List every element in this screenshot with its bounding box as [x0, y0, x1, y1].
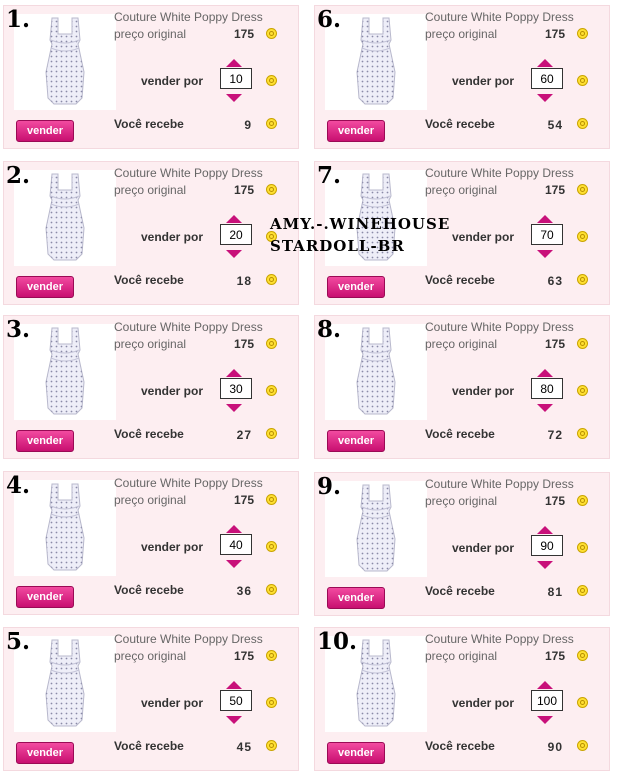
original-price-label: preço original	[114, 649, 187, 663]
product-name: Couture White Poppy Dress	[425, 320, 574, 334]
coin-icon	[266, 118, 277, 129]
coin-icon	[577, 338, 588, 349]
sell-button[interactable]: vender	[16, 742, 74, 764]
listing-number: 2.	[6, 162, 31, 189]
you-receive-label: Você recebe	[114, 273, 184, 287]
sale-listing-card	[314, 627, 610, 771]
watermark-line-2: STARDOLL-BR	[270, 237, 405, 255]
sell-price-input[interactable]	[220, 534, 252, 555]
you-receive-value: 18	[236, 274, 252, 288]
sell-for-label: vender por	[452, 696, 515, 710]
sale-listing-card	[3, 161, 299, 305]
product-name: Couture White Poppy Dress	[114, 166, 263, 180]
coin-icon	[577, 118, 588, 129]
sell-price-input[interactable]	[220, 224, 252, 245]
arrow-up-icon[interactable]	[226, 681, 242, 689]
sale-listing-card	[314, 472, 610, 616]
you-receive-value: 9	[244, 118, 252, 132]
you-receive-value: 45	[236, 740, 252, 754]
coin-icon	[577, 75, 588, 86]
original-price-label: preço original	[425, 27, 498, 41]
arrow-up-icon[interactable]	[537, 215, 553, 223]
arrow-down-icon[interactable]	[537, 94, 553, 102]
original-price-value: 175	[233, 27, 254, 41]
coin-icon	[577, 28, 588, 39]
original-price-value: 175	[233, 649, 254, 663]
sale-listing-card	[3, 315, 299, 459]
sell-button[interactable]: vender	[16, 586, 74, 608]
original-price-value: 175	[544, 183, 565, 197]
you-receive-label: Você recebe	[425, 739, 495, 753]
sale-listing-card	[3, 5, 299, 149]
arrow-up-icon[interactable]	[537, 681, 553, 689]
listing-number: 1.	[6, 6, 31, 33]
sell-for-label: vender por	[452, 230, 515, 244]
you-receive-value: 63	[547, 274, 563, 288]
you-receive-label: Você recebe	[425, 273, 495, 287]
original-price-label: preço original	[114, 493, 187, 507]
arrow-down-icon[interactable]	[226, 560, 242, 568]
arrow-up-icon[interactable]	[226, 59, 242, 67]
coin-icon	[577, 585, 588, 596]
sell-for-label: vender por	[141, 696, 204, 710]
sell-price-input[interactable]	[531, 68, 563, 89]
arrow-down-icon[interactable]	[226, 404, 242, 412]
you-receive-value: 81	[547, 585, 563, 599]
listing-number: 10.	[317, 628, 358, 655]
sell-price-input[interactable]	[220, 690, 252, 711]
product-name: Couture White Poppy Dress	[425, 632, 574, 646]
product-name: Couture White Poppy Dress	[425, 10, 574, 24]
sell-button[interactable]: vender	[16, 276, 74, 298]
original-price-value: 175	[544, 337, 565, 351]
arrow-up-icon[interactable]	[226, 215, 242, 223]
coin-icon	[577, 697, 588, 708]
coin-icon	[266, 184, 277, 195]
original-price-value: 175	[544, 494, 565, 508]
coin-icon	[577, 740, 588, 751]
arrow-down-icon[interactable]	[226, 716, 242, 724]
sell-for-label: vender por	[452, 74, 515, 88]
sell-button[interactable]: vender	[327, 587, 385, 609]
product-name: Couture White Poppy Dress	[114, 10, 263, 24]
sell-button[interactable]: vender	[327, 276, 385, 298]
coin-icon	[266, 740, 277, 751]
coin-icon	[577, 184, 588, 195]
you-receive-value: 36	[236, 584, 252, 598]
sell-button[interactable]: vender	[327, 430, 385, 452]
coin-icon	[577, 542, 588, 553]
sell-price-input[interactable]	[531, 378, 563, 399]
arrow-down-icon[interactable]	[537, 561, 553, 569]
you-receive-label: Você recebe	[425, 427, 495, 441]
original-price-label: preço original	[114, 27, 187, 41]
product-name: Couture White Poppy Dress	[425, 477, 574, 491]
original-price-label: preço original	[425, 649, 498, 663]
arrow-up-icon[interactable]	[537, 59, 553, 67]
original-price-label: preço original	[425, 494, 498, 508]
sell-for-label: vender por	[452, 384, 515, 398]
listing-number: 6.	[317, 6, 342, 33]
arrow-down-icon[interactable]	[226, 94, 242, 102]
product-name: Couture White Poppy Dress	[425, 166, 574, 180]
original-price-value: 175	[233, 337, 254, 351]
product-name: Couture White Poppy Dress	[114, 632, 263, 646]
coin-icon	[266, 28, 277, 39]
you-receive-label: Você recebe	[114, 117, 184, 131]
arrow-down-icon[interactable]	[537, 250, 553, 258]
coin-icon	[266, 494, 277, 505]
sale-listing-card	[314, 315, 610, 459]
coin-icon	[266, 75, 277, 86]
you-receive-label: Você recebe	[425, 117, 495, 131]
watermark-line-1: AMY.-.WINEHOUSE	[270, 215, 451, 233]
original-price-label: preço original	[114, 337, 187, 351]
original-price-label: preço original	[114, 183, 187, 197]
coin-icon	[577, 495, 588, 506]
sale-listing-card	[314, 5, 610, 149]
original-price-value: 175	[544, 27, 565, 41]
sell-for-label: vender por	[141, 384, 204, 398]
sale-listing-card	[3, 627, 299, 771]
you-receive-value: 72	[547, 428, 563, 442]
sale-listing-card	[314, 161, 610, 305]
coin-icon	[266, 338, 277, 349]
sell-button[interactable]: vender	[16, 430, 74, 452]
sell-button[interactable]: vender	[16, 120, 74, 142]
sell-price-input[interactable]	[531, 224, 563, 245]
sell-button[interactable]: vender	[327, 742, 385, 764]
arrow-up-icon[interactable]	[537, 526, 553, 534]
arrow-up-icon[interactable]	[226, 525, 242, 533]
coin-icon	[577, 231, 588, 242]
you-receive-label: Você recebe	[114, 739, 184, 753]
sell-price-input[interactable]	[531, 535, 563, 556]
coin-icon	[266, 584, 277, 595]
listing-number: 9.	[317, 473, 342, 500]
listing-number: 7.	[317, 162, 342, 189]
arrow-up-icon[interactable]	[537, 369, 553, 377]
sell-price-input[interactable]	[220, 68, 252, 89]
coin-icon	[266, 650, 277, 661]
you-receive-value: 54	[547, 118, 563, 132]
sale-listing-card	[3, 471, 299, 615]
you-receive-label: Você recebe	[114, 583, 184, 597]
sell-price-input[interactable]	[531, 690, 563, 711]
coin-icon	[577, 650, 588, 661]
original-price-value: 175	[233, 493, 254, 507]
coin-icon	[266, 541, 277, 552]
listing-number: 4.	[6, 472, 31, 499]
sell-for-label: vender por	[141, 74, 204, 88]
listing-number: 8.	[317, 316, 342, 343]
listing-number: 5.	[6, 628, 31, 655]
arrow-down-icon[interactable]	[226, 250, 242, 258]
sell-price-input[interactable]	[220, 378, 252, 399]
original-price-value: 175	[544, 649, 565, 663]
coin-icon	[266, 697, 277, 708]
sell-for-label: vender por	[141, 230, 204, 244]
listing-number: 3.	[6, 316, 31, 343]
sell-for-label: vender por	[452, 541, 515, 555]
original-price-label: preço original	[425, 337, 498, 351]
coin-icon	[266, 274, 277, 285]
you-receive-value: 27	[236, 428, 252, 442]
coin-icon	[577, 385, 588, 396]
you-receive-label: Você recebe	[425, 584, 495, 598]
coin-icon	[577, 274, 588, 285]
original-price-label: preço original	[425, 183, 498, 197]
coin-icon	[266, 385, 277, 396]
you-receive-value: 90	[547, 740, 563, 754]
product-name: Couture White Poppy Dress	[114, 476, 263, 490]
sell-button[interactable]: vender	[327, 120, 385, 142]
original-price-value: 175	[233, 183, 254, 197]
coin-icon	[266, 428, 277, 439]
arrow-down-icon[interactable]	[537, 716, 553, 724]
product-name: Couture White Poppy Dress	[114, 320, 263, 334]
sell-for-label: vender por	[141, 540, 204, 554]
arrow-down-icon[interactable]	[537, 404, 553, 412]
you-receive-label: Você recebe	[114, 427, 184, 441]
arrow-up-icon[interactable]	[226, 369, 242, 377]
coin-icon	[577, 428, 588, 439]
